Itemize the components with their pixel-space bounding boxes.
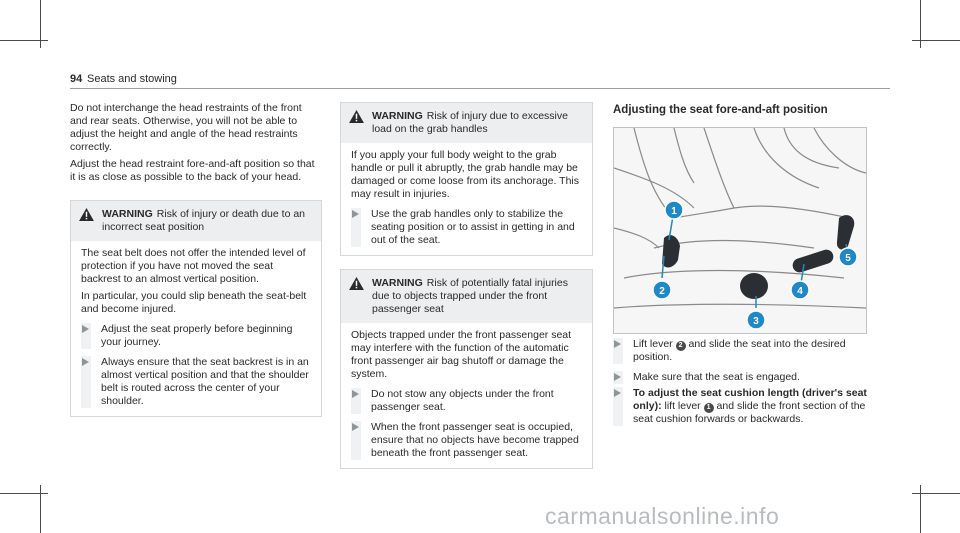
arrow-icon (614, 373, 621, 381)
callout-3: 3 (753, 316, 759, 327)
column-1 (70, 102, 322, 417)
arrow-icon (352, 390, 359, 398)
page-number: 94 (70, 73, 83, 85)
lever-badge: 2 (676, 341, 686, 351)
paragraph: Adjust the head restraint fore-and-aft position so that it is as close as possible to the back of your head. (70, 158, 315, 183)
warning-triangle-icon (349, 277, 364, 290)
arrow-icon (82, 325, 89, 333)
arrow-icon (82, 358, 89, 366)
list-item: When the front passenger seat is occupied, ensure that no objects have become trapped beneath the front passenger seat. (351, 421, 582, 460)
header-rule (70, 88, 890, 89)
seat-controls-figure (613, 127, 867, 334)
callout-5: 5 (845, 253, 851, 264)
column-2 (340, 102, 593, 469)
paragraph: Do not interchange the head restraints of the front and rear seats. Otherwise, you will not be able to adjust the height and angle of the head restraints correctly. (70, 102, 302, 153)
warning-box (70, 200, 322, 417)
warning-title: WARNING (372, 110, 423, 122)
seat-illustration (614, 128, 866, 333)
arrow-icon (352, 423, 359, 431)
crop-mark (0, 493, 48, 494)
callout-4: 4 (797, 286, 803, 297)
paragraph: The seat belt does not offer the intended level of protection if you have not moved the seat backrest to an almost vertical position. (81, 247, 306, 285)
warning-triangle-icon (349, 110, 364, 123)
warning-title: WARNING (102, 208, 153, 220)
arrow-icon (614, 340, 621, 348)
warning-box (340, 102, 593, 256)
list-item: Use the grab handles only to stabilize the seating position or to assist in getting in and out of the seat. (351, 208, 582, 247)
crop-mark (0, 40, 48, 41)
warning-risk: Risk of injury due to excessive load on the grab handles (372, 110, 568, 135)
list-item: To adjust the seat cushion length (driver's seat only): lift lever 1 and slide the front section of the seat cushion forwards or backwards. (613, 387, 867, 426)
column-3-steps (613, 338, 867, 426)
warning-header (341, 103, 592, 143)
warning-body (341, 323, 592, 468)
list-item: Lift lever 2 and slide the seat into the desired position. (613, 338, 867, 364)
warning-header (341, 270, 592, 323)
lever-badge: 1 (704, 403, 714, 413)
section-heading: Adjusting the seat fore-and-aft position (613, 104, 828, 116)
warning-title: WARNING (372, 277, 423, 289)
callout-1: 1 (671, 206, 677, 217)
list-item: Do not stow any objects under the front passenger seat. (351, 388, 582, 414)
callout-2: 2 (659, 286, 665, 297)
watermark: carmanualsonline.info (545, 503, 780, 529)
warning-body (341, 143, 592, 255)
list-item: Adjust the seat properly before beginning your journey. (81, 323, 311, 349)
warning-risk: Risk of potentially fatal injuries due to objects trapped under the front passenger seat (372, 277, 568, 315)
list-item: Make sure that the seat is engaged. (613, 371, 867, 384)
list-item: Always ensure that the seat backrest is in an almost vertical position and that the shoulder belt is routed across the center of your shoulder. (81, 356, 311, 408)
section-title: Seats and stowing (87, 73, 177, 85)
arrow-icon (614, 389, 621, 397)
warning-header (71, 201, 321, 241)
arrow-icon (352, 210, 359, 218)
warning-triangle-icon (79, 208, 94, 221)
paragraph: Objects trapped under the front passenger seat may interfere with the function of the automatic front passenger air bag shutoff or damage the system. (351, 329, 572, 380)
crop-mark (912, 40, 960, 41)
warning-risk: Risk of injury or death due to an incorrect seat position (102, 208, 306, 233)
warning-box (340, 269, 593, 469)
crop-mark (912, 493, 960, 494)
paragraph: In particular, you could slip beneath the seat-belt and become injured. (81, 290, 307, 315)
paragraph: If you apply your full body weight to the grab handle or pull it abruptly, the grab handle may be damaged or come loose from its anchorage. This may result in injuries. (351, 149, 580, 200)
warning-body (71, 241, 321, 416)
